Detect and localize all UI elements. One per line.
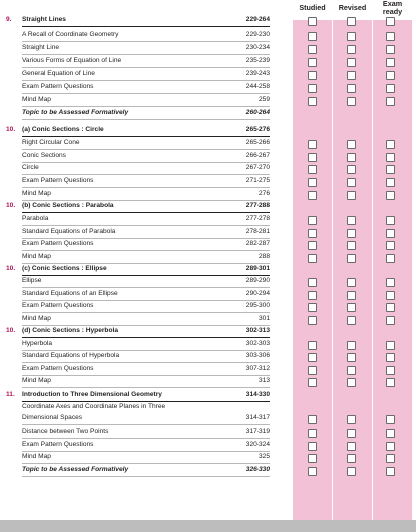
- topic-title: Standard Equations of Parabola: [22, 228, 116, 235]
- topic-title: Topic to be Assessed Formatively: [22, 466, 129, 473]
- topic-row: [0, 95, 300, 107]
- topic-title: (c) Conic Sections : Ellipse: [22, 265, 107, 272]
- page-range: 289-290: [245, 277, 270, 284]
- topic-title: (d) Conic Sections : Hyperbola: [22, 327, 118, 334]
- topic-row: [0, 427, 300, 439]
- studied-checkbox[interactable]: [308, 291, 317, 300]
- row-divider: [22, 136, 270, 137]
- row-divider: [22, 225, 270, 226]
- topic-title: Mind Map: [22, 96, 51, 103]
- revised-checkbox[interactable]: [347, 191, 356, 200]
- revised-checkbox[interactable]: [347, 140, 356, 149]
- topic-title: Distance between Two Points: [22, 428, 109, 435]
- studied-checkbox[interactable]: [308, 84, 317, 93]
- exam-ready-checkbox[interactable]: [386, 303, 395, 312]
- revised-checkbox[interactable]: [347, 153, 356, 162]
- page-range: 313: [258, 377, 270, 384]
- page-range: 325: [258, 453, 270, 460]
- chapter-row: [0, 326, 300, 338]
- topic-row: [0, 82, 300, 94]
- row-divider: [22, 387, 270, 388]
- topic-row: [0, 163, 300, 175]
- topic-title: Standard Equations of Hyperbola: [22, 352, 120, 359]
- exam-ready-checkbox[interactable]: [386, 58, 395, 67]
- page-range: 278-281: [245, 228, 270, 235]
- topic-title: Various Forms of Equation of Line: [22, 57, 122, 64]
- studied-checkbox[interactable]: [308, 303, 317, 312]
- chapter-row: [0, 15, 300, 27]
- page-range: 282-287: [245, 240, 270, 247]
- page-range: 302-303: [245, 340, 270, 347]
- topic-title: (a) Conic Sections : Circle: [22, 126, 104, 133]
- studied-checkbox[interactable]: [308, 140, 317, 149]
- topic-title: Straight Lines: [22, 16, 66, 23]
- page-range: 265-276: [245, 126, 270, 133]
- topic-row: [0, 214, 300, 226]
- exam-ready-header: [373, 0, 412, 16]
- topic-title: General Equation of Line: [22, 70, 95, 77]
- topic-row: [0, 239, 300, 251]
- studied-checkbox[interactable]: [308, 278, 317, 287]
- topic-row: [0, 252, 300, 264]
- row-divider: [22, 93, 270, 94]
- page-range: 229-264: [245, 16, 270, 23]
- revised-checkbox[interactable]: [347, 467, 356, 476]
- revised-checkbox[interactable]: [347, 84, 356, 93]
- topic-row: [0, 364, 300, 376]
- topic-title: Exam Pattern Questions: [22, 177, 94, 184]
- exam-ready-checkbox[interactable]: [386, 254, 395, 263]
- studied-checkbox[interactable]: [308, 467, 317, 476]
- exam-ready-checkbox[interactable]: [386, 429, 395, 438]
- studied-checkbox[interactable]: [308, 97, 317, 106]
- row-divider: [22, 312, 270, 313]
- exam-ready-checkbox[interactable]: [386, 241, 395, 250]
- exam-ready-checkbox[interactable]: [386, 71, 395, 80]
- page-range: 289-301: [245, 265, 270, 272]
- page-footer-bar: [0, 520, 416, 532]
- topic-title: Exam Pattern Questions: [22, 302, 94, 309]
- page-range: 265-266: [245, 139, 270, 146]
- exam-ready-checkbox[interactable]: [386, 341, 395, 350]
- studied-checkbox[interactable]: [308, 32, 317, 41]
- topic-row: [0, 314, 300, 326]
- revised-checkbox[interactable]: [347, 216, 356, 225]
- row-divider: [22, 41, 270, 42]
- topic-row: [0, 69, 300, 81]
- exam-ready-checkbox[interactable]: [386, 366, 395, 375]
- studied-checkbox[interactable]: [308, 442, 317, 451]
- revised-checkbox[interactable]: [347, 415, 356, 424]
- page-range: 303-306: [245, 352, 270, 359]
- chapter-row: [0, 264, 300, 276]
- exam-ready-checkbox[interactable]: [386, 165, 395, 174]
- studied-checkbox[interactable]: [308, 71, 317, 80]
- revised-checkbox[interactable]: [347, 341, 356, 350]
- studied-checkbox[interactable]: [308, 415, 317, 424]
- row-divider: [22, 26, 270, 27]
- studied-checkbox[interactable]: [308, 229, 317, 238]
- revised-checkbox[interactable]: [347, 303, 356, 312]
- row-divider: [22, 362, 270, 363]
- revised-checkbox[interactable]: [347, 278, 356, 287]
- studied-checkbox[interactable]: [308, 353, 317, 362]
- page-range: 277-278: [245, 215, 270, 222]
- page-range: 290-294: [245, 290, 270, 297]
- studied-checkbox[interactable]: [308, 429, 317, 438]
- topic-title: Exam Pattern Questions: [22, 240, 94, 247]
- page-range: 271-275: [245, 177, 270, 184]
- topic-row: [0, 138, 300, 150]
- exam-ready-checkbox[interactable]: [386, 454, 395, 463]
- studied-checkbox[interactable]: [308, 165, 317, 174]
- topic-title: Parabola: [22, 215, 49, 222]
- exam-ready-checkbox[interactable]: [386, 84, 395, 93]
- studied-checkbox[interactable]: [308, 454, 317, 463]
- revised-checkbox[interactable]: [347, 353, 356, 362]
- page-range: 295-300: [245, 302, 270, 309]
- studied-checkbox[interactable]: [308, 45, 317, 54]
- exam-ready-checkbox[interactable]: [386, 178, 395, 187]
- topic-row: [0, 440, 300, 452]
- topic-row: [0, 339, 300, 351]
- topic-row: [0, 151, 300, 163]
- revised-checkbox[interactable]: [347, 291, 356, 300]
- revised-checkbox[interactable]: [347, 32, 356, 41]
- chapter-number: 10.: [6, 202, 16, 209]
- topic-row: [0, 189, 300, 201]
- page-range: 230-234: [245, 44, 270, 51]
- page-range: 288: [258, 253, 270, 260]
- row-divider: [22, 119, 270, 120]
- revised-checkbox[interactable]: [347, 429, 356, 438]
- studied-checkbox[interactable]: [308, 153, 317, 162]
- topic-title: Right Circular Cone: [22, 139, 80, 146]
- page-range: 314-317: [245, 414, 270, 421]
- studied-checkbox[interactable]: [308, 191, 317, 200]
- revised-checkbox[interactable]: [347, 454, 356, 463]
- revised-checkbox[interactable]: [347, 241, 356, 250]
- page-range: 314-330: [245, 391, 270, 398]
- studied-checkbox[interactable]: [308, 17, 317, 26]
- topic-row: [0, 227, 300, 239]
- row-divider: [22, 463, 270, 464]
- row-divider: [22, 424, 270, 425]
- topic-row: [0, 176, 300, 188]
- topic-title: Topic to be Assessed Formatively: [22, 109, 129, 116]
- revised-checkbox[interactable]: [347, 254, 356, 263]
- chapter-number: 10.: [6, 126, 16, 133]
- exam-ready-checkbox[interactable]: [386, 467, 395, 476]
- topic-title: Mind Map: [22, 315, 51, 322]
- exam-ready-checkbox[interactable]: [386, 17, 395, 26]
- revised-checkbox[interactable]: [347, 165, 356, 174]
- exam-ready-checkbox[interactable]: [386, 153, 395, 162]
- revised-checkbox[interactable]: [347, 45, 356, 54]
- topic-title: Mind Map: [22, 377, 51, 384]
- topic-title: Mind Map: [22, 190, 51, 197]
- exam-ready-header-line1: Exam: [382, 0, 403, 8]
- page-range: 260-264: [245, 109, 270, 116]
- topic-row: [0, 376, 300, 388]
- page-range: 301: [258, 315, 270, 322]
- row-divider: [22, 212, 270, 213]
- row-divider: [22, 174, 270, 175]
- topic-title: Mind Map: [22, 253, 51, 260]
- topic-title: Straight Line: [22, 44, 60, 51]
- row-divider: [22, 149, 270, 150]
- revised-checkbox[interactable]: [347, 378, 356, 387]
- page-range: 307-312: [245, 365, 270, 372]
- exam-ready-checkbox[interactable]: [386, 442, 395, 451]
- page-range: 259: [258, 96, 270, 103]
- topic-row: [0, 413, 300, 425]
- row-divider: [22, 337, 270, 338]
- page-range: 239-243: [245, 70, 270, 77]
- page-range: 320-324: [245, 441, 270, 448]
- row-divider: [22, 106, 270, 107]
- page-range: 267-270: [245, 164, 270, 171]
- topic-row: [0, 56, 300, 68]
- chapter-number: 9.: [6, 16, 12, 23]
- revised-checkbox[interactable]: [347, 316, 356, 325]
- row-divider: [22, 476, 270, 477]
- studied-checkbox[interactable]: [308, 378, 317, 387]
- topic-title: Conic Sections: [22, 152, 66, 159]
- revised-checkbox[interactable]: [347, 17, 356, 26]
- topic-title: Coordinate Axes and Coordinate Planes in Three: [22, 403, 166, 410]
- topic-title: Ellipse: [22, 277, 42, 284]
- page-range: 326-330: [245, 466, 270, 473]
- row-divider: [22, 80, 270, 81]
- page-range: 317-319: [245, 428, 270, 435]
- row-divider: [22, 187, 270, 188]
- topic-title: Mind Map: [22, 453, 51, 460]
- exam-ready-checkbox[interactable]: [386, 378, 395, 387]
- exam-ready-checkbox[interactable]: [386, 97, 395, 106]
- row-divider: [22, 287, 270, 288]
- exam-ready-checkbox[interactable]: [386, 291, 395, 300]
- topic-title: Standard Equations of an Ellipse: [22, 290, 118, 297]
- exam-ready-checkbox[interactable]: [386, 140, 395, 149]
- topic-title: Circle: [22, 164, 39, 171]
- exam-ready-checkbox[interactable]: [386, 216, 395, 225]
- topic-row: [0, 289, 300, 301]
- exam-ready-checkbox[interactable]: [386, 353, 395, 362]
- revised-checkbox[interactable]: [347, 58, 356, 67]
- page-range: 302-313: [245, 327, 270, 334]
- topic-title: Exam Pattern Questions: [22, 441, 94, 448]
- row-divider: [22, 438, 270, 439]
- chapter-number: 10.: [6, 265, 16, 272]
- page-range: 235-239: [245, 57, 270, 64]
- topic-title: Dimensional Spaces: [22, 414, 83, 421]
- exam-ready-checkbox[interactable]: [386, 415, 395, 424]
- row-divider: [22, 54, 270, 55]
- studied-checkbox[interactable]: [308, 241, 317, 250]
- studied-checkbox[interactable]: [308, 216, 317, 225]
- topic-row: [0, 301, 300, 313]
- topic-title: Introduction to Three Dimensional Geometry: [22, 391, 162, 398]
- topic-row: [0, 43, 300, 55]
- exam-ready-checkbox[interactable]: [386, 229, 395, 238]
- exam-ready-checkbox[interactable]: [386, 45, 395, 54]
- row-divider: [22, 250, 270, 251]
- page-range: 276: [258, 190, 270, 197]
- studied-checkbox[interactable]: [308, 316, 317, 325]
- exam-ready-header-line2: ready: [382, 7, 403, 16]
- page-range: 244-258: [245, 83, 270, 90]
- page-range: 229-230: [245, 31, 270, 38]
- topic-row: [0, 108, 300, 120]
- exam-ready-checkbox[interactable]: [386, 32, 395, 41]
- revised-checkbox[interactable]: [347, 97, 356, 106]
- studied-checkbox[interactable]: [308, 178, 317, 187]
- topic-title: Exam Pattern Questions: [22, 83, 94, 90]
- studied-checkbox[interactable]: [308, 341, 317, 350]
- chapter-number: 10.: [6, 327, 16, 334]
- topic-title: Exam Pattern Questions: [22, 365, 94, 372]
- chapter-row: [0, 201, 300, 213]
- chapter-number: 11.: [6, 391, 15, 398]
- row-divider: [22, 67, 270, 68]
- topic-row: [0, 465, 300, 477]
- exam-ready-checkbox[interactable]: [386, 191, 395, 200]
- revised-header: Revised: [338, 3, 367, 12]
- chapter-row: [0, 125, 300, 137]
- chapter-row: [0, 390, 300, 402]
- topic-row: [0, 351, 300, 363]
- exam-ready-checkbox[interactable]: [386, 278, 395, 287]
- topic-title: Hyperbola: [22, 340, 53, 347]
- revised-checkbox[interactable]: [347, 442, 356, 451]
- page-range: 266-267: [245, 152, 270, 159]
- studied-checkbox[interactable]: [308, 366, 317, 375]
- revised-checkbox[interactable]: [347, 229, 356, 238]
- page-range: 277-288: [245, 202, 270, 209]
- revised-checkbox[interactable]: [347, 178, 356, 187]
- topic-title: A Recall of Coordinate Geometry: [22, 31, 119, 38]
- studied-header: Studied: [299, 3, 326, 12]
- studied-checkbox[interactable]: [308, 254, 317, 263]
- revised-checkbox[interactable]: [347, 366, 356, 375]
- topic-row: [0, 276, 300, 288]
- studied-checkbox[interactable]: [308, 58, 317, 67]
- revised-checkbox[interactable]: [347, 71, 356, 80]
- topic-row: [0, 452, 300, 464]
- topic-title: (b) Conic Sections : Parabola: [22, 202, 114, 209]
- topic-row: [0, 30, 300, 42]
- exam-ready-checkbox[interactable]: [386, 316, 395, 325]
